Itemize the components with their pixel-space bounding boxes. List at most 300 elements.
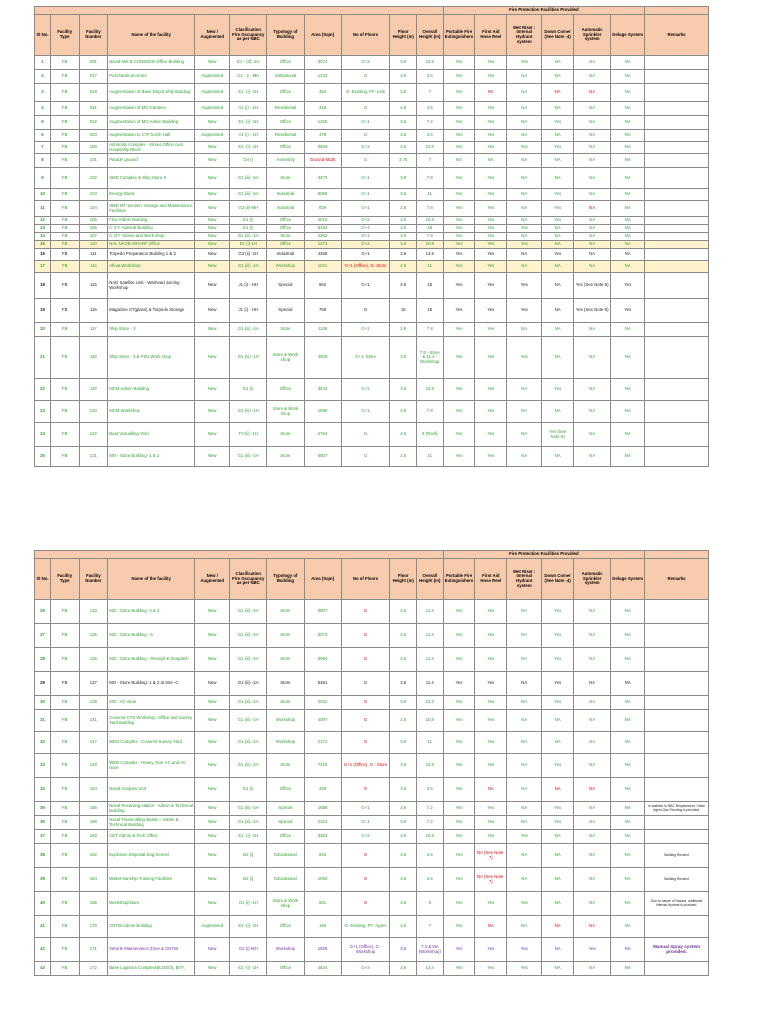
deluge-cell: NA [611, 116, 645, 130]
new-augmented-cell: New [195, 241, 230, 249]
sl-no-cell: 4 [35, 102, 51, 116]
overall-height-cell: 7.8 [416, 201, 443, 217]
hose-reel-cell: Yes [475, 142, 507, 154]
area-cell: 501 [304, 892, 341, 916]
occupancy-cell: B1 (i) [230, 868, 267, 892]
deluge-cell: NA [611, 102, 645, 116]
extinguisher-cell: Yes [443, 778, 475, 802]
area-cell: 150 [304, 916, 341, 938]
facility-number-cell: 107 [79, 233, 108, 241]
facility-type-cell: FB [50, 337, 79, 379]
area-cell: 478 [304, 130, 341, 142]
typology-cell: Store & Work shop [267, 892, 304, 916]
sl-no-cell: 41 [35, 916, 51, 938]
floors-cell: G [341, 844, 390, 868]
typology-cell: Educational [267, 844, 304, 868]
table-row [35, 624, 709, 648]
overall-height-cell: 11 [416, 189, 443, 201]
occupancy-cell: E1 -(i) -1H [230, 830, 267, 844]
overall-height-cell: 3.6 [416, 130, 443, 142]
overall-height-cell: 10.8 [416, 241, 443, 249]
sprinkler-cell: NA [574, 70, 611, 84]
remarks-cell: In addition to NBC Requirement, Clean Agent Gas Flooding is provided. [645, 802, 709, 816]
extinguisher-cell: Yes [443, 844, 475, 868]
column-header-occ: Clasification Fire Occupancy as per NBC [230, 15, 267, 56]
wet-riser-cell: Yes [507, 938, 542, 962]
facility-type-cell: FB [50, 168, 79, 189]
overall-height-cell: 10.8 [416, 142, 443, 154]
floors-cell: G [341, 868, 390, 892]
sprinkler-cell: NA [574, 401, 611, 423]
deluge-cell: Yes [611, 273, 645, 299]
new-augmented-cell: New [195, 249, 230, 261]
new-augmented-cell: New [195, 624, 230, 648]
facility-number-cell: 101 [79, 154, 108, 168]
typology-cell: Store [267, 672, 304, 696]
extinguisher-cell: Yes [443, 648, 475, 672]
area-cell: 843 [304, 844, 341, 868]
sl-no-cell: 16 [35, 249, 51, 261]
facility-name-cell: WED Complex - Heavy, Non-AC and AC store [108, 754, 195, 778]
column-header-occ: Clasification Fire Occupancy as per NBC [230, 559, 267, 600]
floor-height-cell: 3.6 [390, 648, 417, 672]
sprinkler-cell: NA [574, 261, 611, 273]
typology-cell: Industrial [267, 201, 304, 217]
facility-name-cell: Boat Victualling Yard [108, 423, 195, 447]
remarks-cell [645, 337, 709, 379]
new-augmented-cell: New [195, 168, 230, 189]
facility-name-cell: Naval Met & CONKEEN Office Building [108, 56, 195, 70]
floors-cell: G+1 [341, 401, 390, 423]
floors-cell: G [341, 600, 390, 624]
hose-reel-cell: NA [475, 154, 507, 168]
sl-no-cell: 20 [35, 323, 51, 337]
floor-height-cell: 3.6 [390, 447, 417, 467]
remarks-cell: Due to nature of Hazard, additional Internal Hydrant is provided. [645, 892, 709, 916]
table-row [35, 56, 709, 70]
table-row [35, 241, 709, 249]
sl-no-cell: 38 [35, 844, 51, 868]
facility-name-cell: Ship Store - 3 [108, 323, 195, 337]
deluge-cell: NA [611, 816, 645, 830]
down-comer-cell: Yes [542, 217, 574, 225]
sprinkler-cell: NA [574, 732, 611, 754]
extinguisher-cell: Yes [443, 323, 475, 337]
table-row [35, 142, 709, 154]
facility-number-cell: 122 [79, 423, 108, 447]
down-comer-cell: NA [542, 323, 574, 337]
down-comer-cell: NA [542, 130, 574, 142]
overall-height-cell: 11 [416, 447, 443, 467]
occupancy-cell: D4 () [230, 154, 267, 168]
column-header-name: Name of the facility [108, 15, 195, 56]
sprinkler-cell: NA [574, 778, 611, 802]
sprinkler-cell: NA [574, 916, 611, 938]
facility-name-cell: C of F Stores and Work shop [108, 233, 195, 241]
deluge-cell: NA [611, 868, 645, 892]
facility-name-cell: Post Medical centre [108, 70, 195, 84]
column-header-fahr: First Aid Hose Reel [475, 559, 507, 600]
facility-number-cell: 165 [79, 892, 108, 916]
occupancy-cell: E1 -(i) -1H [230, 84, 267, 102]
deluge-cell: NA [611, 754, 645, 778]
overall-height-cell: 11 [416, 732, 443, 754]
sl-no-cell: 42 [35, 938, 51, 962]
header-spacer [35, 7, 444, 15]
sprinkler-cell: Yes (See Note-5) [574, 273, 611, 299]
overall-height-cell: 3.6 [416, 844, 443, 868]
down-comer-cell: NA [542, 868, 574, 892]
facility-name-cell: Torpedo Preparation Building 1 & 2 [108, 249, 195, 261]
sprinkler-cell: NA [574, 168, 611, 189]
deluge-cell: NA [611, 154, 645, 168]
wet-riser-cell: NA [507, 423, 542, 447]
facility-type-cell: FB [50, 56, 79, 70]
occupancy-cell: J1 (i) - HH [230, 299, 267, 323]
column-header-rem: Remarks [645, 559, 709, 600]
new-augmented-cell: New [195, 142, 230, 154]
facility-type-cell: FB [50, 732, 79, 754]
sprinkler-cell: NA [574, 423, 611, 447]
sprinkler-cell: NA [574, 816, 611, 830]
extinguisher-cell: Yes [443, 261, 475, 273]
deluge-cell: NA [611, 423, 645, 447]
wet-riser-cell: Yes [507, 892, 542, 916]
remarks-cell [645, 830, 709, 844]
facility-name-cell: Magazine ST(glass) & Torpedo Storage [108, 299, 195, 323]
sprinkler-cell: NA [574, 201, 611, 217]
extinguisher-cell: Yes [443, 116, 475, 130]
overall-height-cell: 3.6 [416, 70, 443, 84]
floor-height-cell: 3.6 [390, 778, 417, 802]
facility-number-cell: 115 [79, 273, 108, 299]
floor-height-cell: 3.6 [390, 624, 417, 648]
extinguisher-cell: Yes [443, 816, 475, 830]
down-comer-cell: NA [542, 299, 574, 323]
area-cell: 2324 [304, 816, 341, 830]
occupancy-cell: G2 (i)-MH [230, 938, 267, 962]
wet-riser-cell: NA [507, 816, 542, 830]
deluge-cell: NA [611, 672, 645, 696]
table-row [35, 217, 709, 225]
down-comer-cell: NA [542, 401, 574, 423]
floors-cell: G [341, 778, 390, 802]
occupancy-cell: G2 (ii)-MH [230, 201, 267, 217]
typology-cell: Special [267, 273, 304, 299]
remarks-cell [645, 201, 709, 217]
column-header-fahr: First Aid Hose Reel [475, 15, 507, 56]
down-comer-cell: NA [542, 447, 574, 467]
hose-reel-cell: Yes [475, 168, 507, 189]
sprinkler-cell: NA [574, 142, 611, 154]
occupancy-cell: A1 (i) - 1H [230, 102, 267, 116]
new-augmented-cell: New [195, 225, 230, 233]
facility-type-cell: FB [50, 273, 79, 299]
new-augmented-cell: New [195, 672, 230, 696]
down-comer-cell: Yes [542, 624, 574, 648]
deluge-cell: NA [611, 830, 645, 844]
deluge-cell: NA [611, 624, 645, 648]
sl-no-cell: 31 [35, 710, 51, 732]
facility-table-page-1 [34, 6, 709, 467]
facility-number-cell: 105 [79, 217, 108, 225]
floors-cell: G- Existing, FF- Agmn [341, 916, 390, 938]
overall-height-cell: 7.8 [416, 233, 443, 241]
floors-cell: G [341, 154, 390, 168]
wet-riser-cell: Yes [507, 225, 542, 233]
remarks-cell [645, 732, 709, 754]
deluge-cell: NA [611, 217, 645, 225]
facility-type-cell: FB [50, 261, 79, 273]
wet-riser-cell: NA [507, 217, 542, 225]
facility-number-cell: 119 [79, 379, 108, 401]
remarks-cell [645, 962, 709, 976]
occupancy-cell: G1 (iii) -1H [230, 648, 267, 672]
column-header-typ: Typology of Building [267, 15, 304, 56]
typology-cell: Office [267, 142, 304, 154]
floors-cell: G+2 [341, 830, 390, 844]
remarks-cell [645, 70, 709, 84]
remarks-cell [645, 241, 709, 249]
area-cell: 5193 [304, 225, 341, 233]
down-comer-cell: NA [542, 938, 574, 962]
floors-cell: G [341, 696, 390, 710]
typology-cell: Residential [267, 102, 304, 116]
down-comer-cell: NA [542, 241, 574, 249]
sprinkler-cell: NA [574, 830, 611, 844]
wet-riser-cell: NA [507, 233, 542, 241]
floors-cell: G+1 [341, 233, 390, 241]
sprinkler-cell: NA [574, 225, 611, 233]
facility-name-cell: NAD Satellite Unit - Warhead Joining Workshop [108, 273, 195, 299]
facility-name-cell: MO - AC store [108, 696, 195, 710]
new-augmented-cell: New [195, 778, 230, 802]
sprinkler-cell: NA [574, 249, 611, 261]
column-header-asp: Automatic Sprinkler system [574, 559, 611, 600]
area-cell: 2764 [304, 423, 341, 447]
facility-type-cell: FB [50, 778, 79, 802]
typology-cell: Office [267, 56, 304, 70]
overall-height-cell: 11.4 [416, 672, 443, 696]
sprinkler-cell: NA [574, 56, 611, 70]
floors-cell: G+2 [341, 241, 390, 249]
area-cell: 1233 [304, 70, 341, 84]
hose-reel-cell: NA [475, 916, 507, 938]
wet-riser-cell: NA [507, 201, 542, 217]
wet-riser-cell: NA [507, 732, 542, 754]
floors-cell: G [341, 624, 390, 648]
facility-type-cell: FB [50, 249, 79, 261]
typology-cell: Residential [267, 130, 304, 142]
overall-height-cell: 7.2 & 9m (Workshop) [416, 938, 443, 962]
facility-name-cell: MO - Store Building - 5 [108, 624, 195, 648]
deluge-cell: NA [611, 168, 645, 189]
wet-riser-cell: NA [507, 261, 542, 273]
floor-height-cell: 3.6 [390, 56, 417, 70]
column-header-dlg: Deluge System [611, 559, 645, 600]
facility-name-cell: Afloat Workshop [108, 261, 195, 273]
floor-height-cell: 3.6 [390, 273, 417, 299]
area-cell: 2174 [304, 732, 341, 754]
wet-riser-cell: NA [507, 778, 542, 802]
new-augmented-cell: New [195, 299, 230, 323]
sprinkler-cell: NA [574, 217, 611, 225]
down-comer-cell: NA [542, 778, 574, 802]
occupancy-cell: G1 (iii) -1H [230, 233, 267, 241]
sl-no-cell: 43 [35, 962, 51, 976]
sl-no-cell: 11 [35, 201, 51, 217]
floors-cell: G+2 [341, 142, 390, 154]
new-augmented-cell: New [195, 938, 230, 962]
wet-riser-cell: NA [507, 447, 542, 467]
header-group-row [35, 551, 709, 559]
column-header-sl: Sl No. [35, 15, 51, 56]
wet-riser-cell: Yes [507, 830, 542, 844]
sprinkler-cell: NA [574, 892, 611, 916]
extinguisher-cell: Yes [443, 600, 475, 624]
down-comer-cell: Yes [542, 116, 574, 130]
floor-height-cell: 3.9 [390, 168, 417, 189]
down-comer-cell: NA [542, 225, 574, 233]
overall-height-cell: 11.4 [416, 648, 443, 672]
extinguisher-cell: Yes [443, 130, 475, 142]
floors-cell: G+1 [341, 168, 390, 189]
hose-reel-cell: Yes [475, 241, 507, 249]
facility-number-cell: 023 [79, 130, 108, 142]
facility-type-cell: FB [50, 802, 79, 816]
deluge-cell: NA [611, 962, 645, 976]
overall-height-cell: 7.2 [416, 116, 443, 130]
down-comer-cell: NA [542, 102, 574, 116]
table-row [35, 696, 709, 710]
new-augmented-cell: New [195, 273, 230, 299]
facility-type-cell: FB [50, 154, 79, 168]
wet-riser-cell: Yes [507, 241, 542, 249]
wet-riser-cell: Yes [507, 337, 542, 379]
extinguisher-cell: Yes [443, 423, 475, 447]
overall-height-cell: 14.4 [416, 962, 443, 976]
table-row [35, 868, 709, 892]
remarks-cell [645, 261, 709, 273]
new-augmented-cell: New [195, 337, 230, 379]
area-cell: 769 [304, 299, 341, 323]
overall-height-cell: 4.5 [416, 102, 443, 116]
area-cell: 4097 [304, 710, 341, 732]
new-augmented-cell: New [195, 802, 230, 816]
hose-reel-cell: Yes [475, 962, 507, 976]
floor-height-cell: 3.6 [390, 672, 417, 696]
floor-height-cell: 3.6 [390, 816, 417, 830]
hose-reel-cell: NA (See Note-7) [475, 844, 507, 868]
extinguisher-cell: Yes [443, 168, 475, 189]
typology-cell: Store [267, 696, 304, 710]
remarks-cell [645, 142, 709, 154]
overall-height-cell: 5 [416, 892, 443, 916]
extinguisher-cell: Yes [443, 142, 475, 154]
overall-height-cell: 10.8 [416, 830, 443, 844]
floors-cell: G [341, 672, 390, 696]
column-header-dlg: Deluge System [611, 15, 645, 56]
remarks-cell [645, 624, 709, 648]
extinguisher-cell: Yes [443, 217, 475, 225]
facility-type-cell: FB [50, 379, 79, 401]
sprinkler-cell: NA [574, 116, 611, 130]
down-comer-cell: NA [542, 70, 574, 84]
remarks-cell: Building Revised [645, 844, 709, 868]
extinguisher-cell: Yes [443, 916, 475, 938]
table-row [35, 84, 709, 102]
extinguisher-cell: Yes [443, 892, 475, 916]
facility-name-cell: Ship Store - 3 & FSU Work shop [108, 337, 195, 379]
sl-no-cell: 13 [35, 225, 51, 233]
wet-riser-cell: NA [507, 168, 542, 189]
sprinkler-cell: NA [574, 130, 611, 142]
new-augmented-cell: New [195, 844, 230, 868]
new-augmented-cell: New [195, 710, 230, 732]
hose-reel-cell: Yes [475, 624, 507, 648]
table-row [35, 337, 709, 379]
sl-no-cell: 19 [35, 299, 51, 323]
extinguisher-cell: Yes [443, 189, 475, 201]
occupancy-cell: E1 - (d) -1H [230, 56, 267, 70]
occupancy-cell: G1 (iii) -1H [230, 624, 267, 648]
hose-reel-cell: Yes [475, 261, 507, 273]
floor-height-cell: 3.6 [390, 249, 417, 261]
floors-cell: G [341, 102, 390, 116]
down-comer-cell: NA [542, 830, 574, 844]
remarks-cell [645, 323, 709, 337]
table-row [35, 102, 709, 116]
typology-cell: Store & Work shop [267, 337, 304, 379]
facility-name-cell: Augmentation to CTF lunch Hall [108, 130, 195, 142]
new-augmented-cell: Augmented [195, 916, 230, 938]
down-comer-cell: NA [542, 261, 574, 273]
deluge-cell: NA [611, 710, 645, 732]
header-group-title: Fire Protection Facilities Provided [443, 551, 645, 559]
floors-cell: G+1 [341, 273, 390, 299]
remarks-cell [645, 447, 709, 467]
table-row [35, 600, 709, 624]
sprinkler-cell: NA [574, 696, 611, 710]
overall-height-cell: 3.6 [416, 778, 443, 802]
floors-cell: G+4 [341, 225, 390, 233]
column-header-dc: Down Comer (See Note -4) [542, 15, 574, 56]
facility-number-cell: 171 [79, 938, 108, 962]
column-header-fh: Floor Height (m) [390, 15, 417, 56]
floors-cell: G+1: Store [341, 337, 390, 379]
typology-cell: Office [267, 225, 304, 233]
deluge-cell: NA [611, 778, 645, 802]
facility-type-cell: FB [50, 754, 79, 778]
sl-no-cell: 23 [35, 401, 51, 423]
floor-height-cell: 3.6 [390, 142, 417, 154]
facility-number-cell: 103 [79, 189, 108, 201]
facility-number-cell: 155 [79, 802, 108, 816]
facility-name-cell: C O F Admiral Building [108, 225, 195, 233]
facility-type-cell: FB [50, 710, 79, 732]
facility-type-cell: FB [50, 672, 79, 696]
table-row [35, 116, 709, 130]
wet-riser-cell: NA [507, 401, 542, 423]
facility-type-cell: FB [50, 844, 79, 868]
extinguisher-cell: Yes [443, 379, 475, 401]
facility-number-cell: 147 [79, 732, 108, 754]
header-spacer [35, 551, 444, 559]
overall-height-cell: 10.8 [416, 56, 443, 70]
new-augmented-cell: New [195, 261, 230, 273]
extinguisher-cell: Yes [443, 447, 475, 467]
facility-number-cell: 162 [79, 844, 108, 868]
